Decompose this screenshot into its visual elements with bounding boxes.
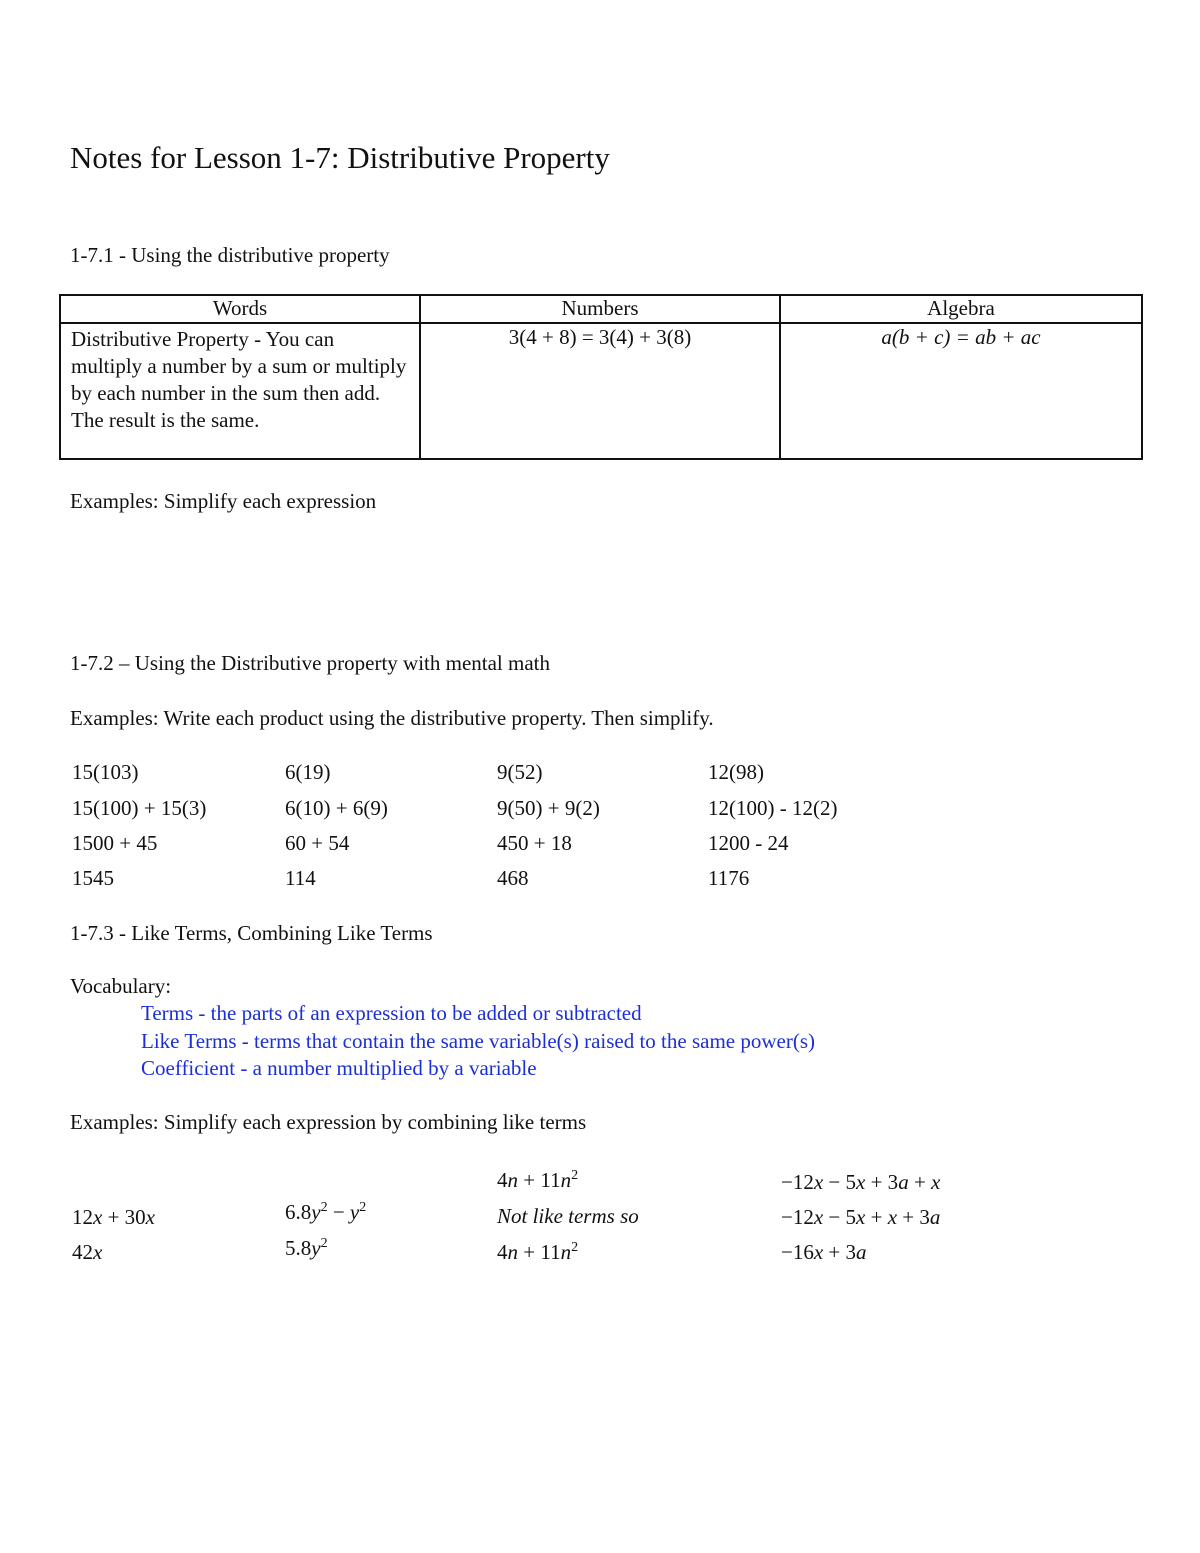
example-cell: 450 + 18 [497, 831, 572, 855]
example-cell: 42x [72, 1240, 103, 1264]
vocabulary-label: Vocabulary: [70, 974, 172, 998]
section-1-examples-label: Examples: Simplify each expression [70, 489, 377, 513]
example-cell: 15(100) + 15(3) [72, 796, 207, 820]
example-cell: 9(50) + 9(2) [497, 796, 600, 820]
header-algebra: Algebra [780, 295, 1142, 323]
example-cell: 12x + 30x [72, 1205, 155, 1229]
example-cell: −12x − 5x + 3a + x [781, 1170, 941, 1194]
vocab-coefficient: Coefficient - a number multiplied by a variable [141, 1056, 537, 1080]
example-cell: 468 [497, 866, 529, 890]
example-cell: 1176 [708, 866, 750, 890]
example-cell: 114 [285, 866, 316, 890]
example-cell: $4n + 11n^2$ [497, 1240, 579, 1264]
vocab-like-terms: Like Terms - terms that contain the same variable(s) raised to the same power(s) [141, 1029, 815, 1053]
example-cell: 9(52) [497, 760, 543, 784]
example-cell: 12(100) - 12(2) [708, 796, 838, 820]
section-1-heading: 1-7.1 - Using the distributive property [70, 243, 390, 267]
section-2-examples-label: Examples: Write each product using the distributive property. Then simplify. [70, 706, 714, 730]
example-cell: $5.8y^2$ [285, 1236, 328, 1260]
example-cell: $4n + 11n^2$ [497, 1168, 579, 1192]
cell-algebra: a(b + c) = ab + ac [780, 323, 1142, 459]
example-cell: Not like terms so [497, 1204, 639, 1228]
example-cell: $6.8y^2 - y^2$ [285, 1200, 367, 1224]
example-cell: 1500 + 45 [72, 831, 158, 855]
section-2-heading: 1-7.2 – Using the Distributive property with mental math [70, 651, 551, 675]
example-cell: 12(98) [708, 760, 764, 784]
example-cell: 60 + 54 [285, 831, 350, 855]
vocab-terms: Terms - the parts of an expression to be added or subtracted [141, 1001, 642, 1025]
example-cell: 15(103) [72, 760, 139, 784]
header-numbers: Numbers [420, 295, 780, 323]
cell-numbers: 3(4 + 8) = 3(4) + 3(8) [420, 323, 780, 459]
section-3-examples-label: Examples: Simplify each expression by combining like terms [70, 1110, 587, 1134]
example-cell: 1200 - 24 [708, 831, 789, 855]
table-row [60, 323, 1142, 459]
example-cell: 6(19) [285, 760, 331, 784]
example-cell: −16x + 3a [781, 1240, 867, 1264]
example-cell: 1545 [72, 866, 114, 890]
distributive-property-table [59, 294, 1143, 460]
table-header-row [60, 295, 1142, 323]
cell-words: Distributive Property - You can multiply a number by a sum or multiply by each number in the sum then add. The result is the same. [60, 323, 420, 459]
page-title: Notes for Lesson 1-7: Distributive Property [70, 140, 610, 175]
example-cell: −12x − 5x + x + 3a [781, 1205, 941, 1229]
header-words: Words [60, 295, 420, 323]
section-3-heading: 1-7.3 - Like Terms, Combining Like Terms [70, 921, 433, 945]
example-cell: 6(10) + 6(9) [285, 796, 388, 820]
